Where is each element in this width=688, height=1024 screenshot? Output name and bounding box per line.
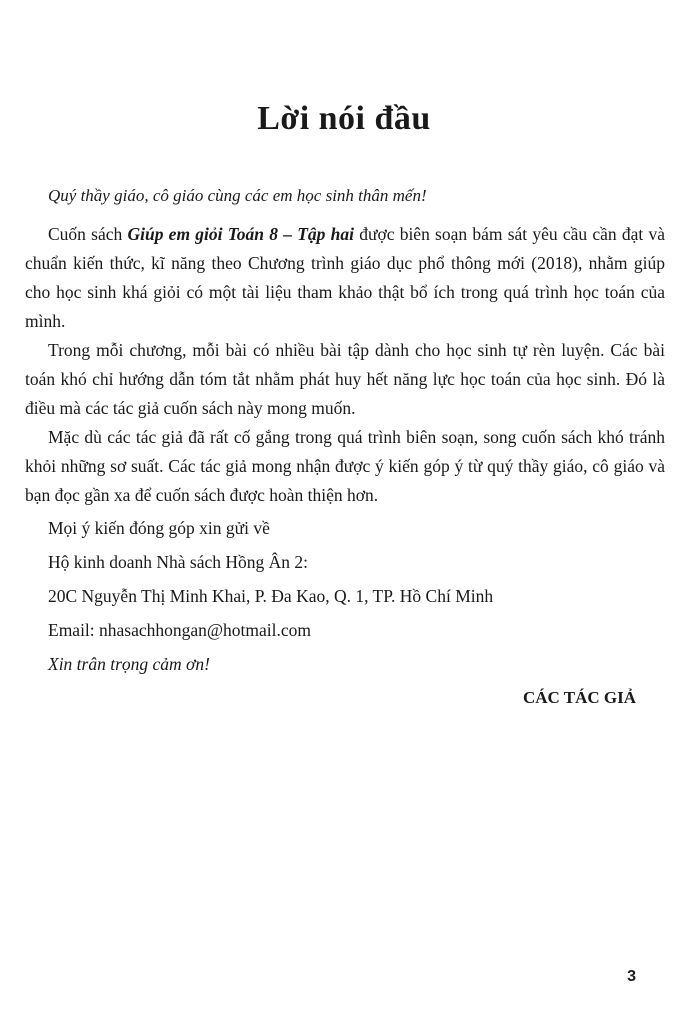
page-number: 3: [627, 968, 636, 985]
paragraph-intro-before: Cuốn sách: [48, 224, 128, 244]
book-title: Giúp em giỏi Toán 8 – Tập hai: [127, 224, 354, 244]
paragraph-feedback: Mặc dù các tác giả đã rất cố gắng trong quá trình biên soạn, song cuốn sách khó tránh khỏi những sơ suất. Các tác giả mong nhận được ý kiến góp ý từ quý thầy giáo, cô giáo và bạn đọc gần xa để cuốn sách được hoàn thiện hơn.: [25, 427, 665, 505]
page-title: Lời nói đầu: [257, 100, 431, 137]
closing-thanks: Xin trân trọng cảm ơn!: [48, 654, 210, 674]
paragraph-intro: [25, 220, 665, 336]
paragraph-intro-after: được biên soạn bám sát yêu cầu cần đạt và chuẩn kiến thức, kĩ năng theo Chương trình giáo dục phổ thông mới (2018), nhằm giúp cho học sinh khá giỏi có một tài liệu tham khảo thật bổ ích trong quá trình học toán của mình.: [25, 224, 665, 331]
authors-signature: CÁC TÁC GIẢ: [522, 688, 636, 707]
contact-company: Hộ kinh doanh Nhà sách Hồng Ân 2:: [48, 552, 309, 572]
paragraph-exercises: Trong mỗi chương, mỗi bài có nhiều bài tập dành cho học sinh tự rèn luyện. Các bài toán khó chỉ hướng dẫn tóm tắt nhằm phát huy hết năng lực học toán của học sinh. Đó là điều mà các tác giả cuốn sách này mong muốn.: [25, 340, 665, 418]
contact-intro: Mọi ý kiến đóng góp xin gửi về: [48, 518, 270, 538]
greeting: Quý thầy giáo, cô giáo cùng các em học sinh thân mến!: [48, 186, 427, 205]
contact-address: 20C Nguyễn Thị Minh Khai, P. Đa Kao, Q. 1, TP. Hồ Chí Minh: [48, 586, 494, 606]
contact-email: Email: nhasachhongan@hotmail.com: [48, 620, 311, 640]
